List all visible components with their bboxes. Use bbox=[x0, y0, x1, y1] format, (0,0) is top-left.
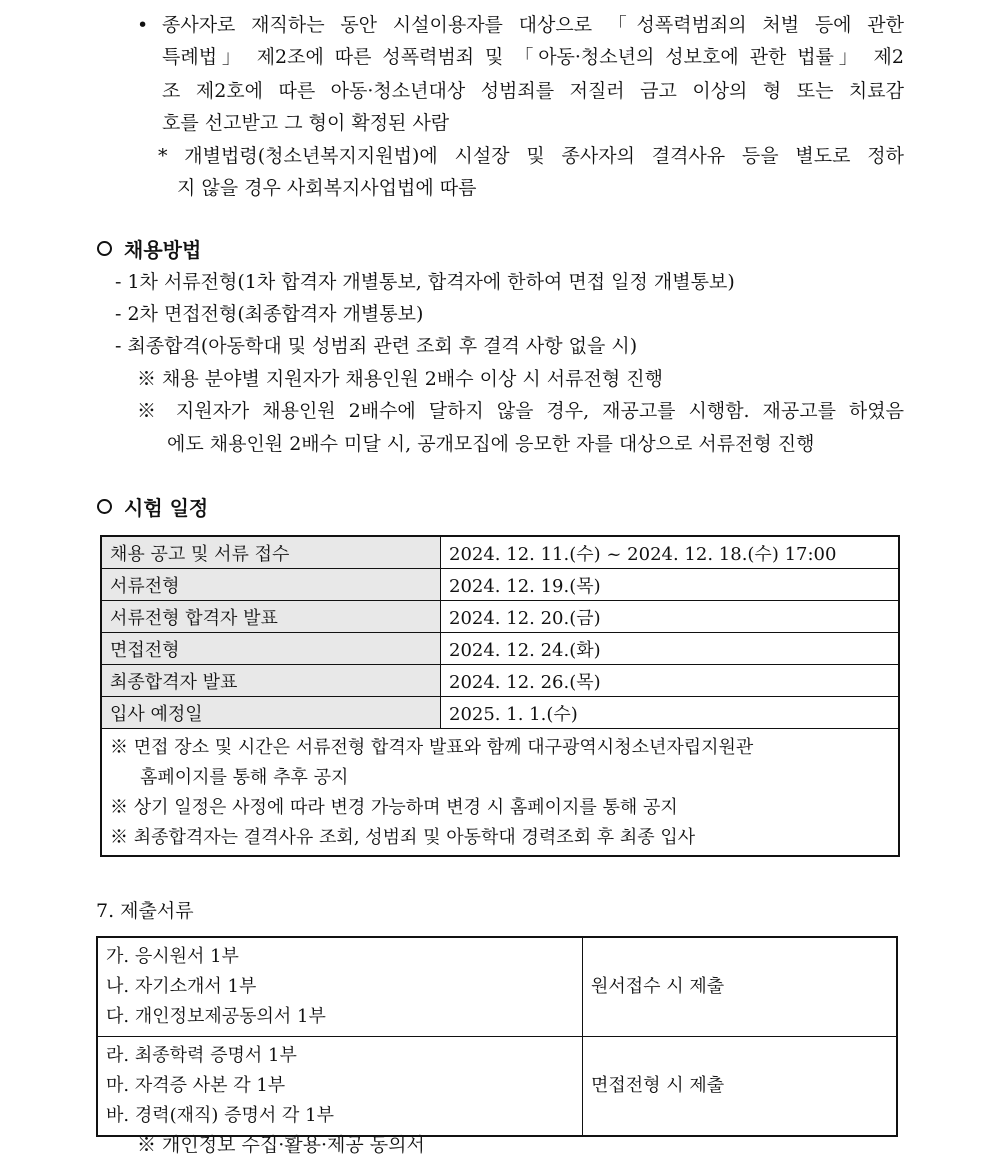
method-note-2: ※ 지원자가 채용인원 2배수에 달하지 않을 경우, 재공고를 시행함. 재공고를 하였음 bbox=[137, 400, 904, 422]
schedule-note-cont: 홈페이지를 통해 추후 공지 bbox=[140, 767, 349, 788]
table-row bbox=[101, 665, 899, 697]
eligibility-line-2: 특례법」 제2조에 따른 성폭력범죄 및 「아동·청소년의 성보호에 관한 법률」 제2 bbox=[162, 46, 904, 68]
schedule-label: 서류전형 bbox=[101, 569, 441, 601]
schedule-table bbox=[100, 535, 900, 857]
eligibility-line-1: 종사자로 재직하는 동안 시설이용자를 대상으로 「성폭력범죄의 처벌 등에 관한 bbox=[162, 14, 904, 36]
schedule-date: 2025. 1. 1.(수) bbox=[441, 697, 900, 729]
schedule-label: 서류전형 합격자 발표 bbox=[101, 601, 441, 633]
method-note-1: ※ 채용 분야별 지원자가 채용인원 2배수 이상 시 서류전형 진행 bbox=[137, 368, 663, 390]
documents-footer-note: ※ 개인정보 수집·활용·제공 동의서 bbox=[137, 1134, 425, 1156]
schedule-note: ※ 상기 일정은 사정에 따라 변경 가능하며 변경 시 홈페이지를 통해 공지 bbox=[110, 797, 678, 818]
schedule-heading bbox=[97, 496, 208, 520]
schedule-date: 2024. 12. 11.(수) ~ 2024. 12. 18.(수) 17:00 bbox=[441, 536, 900, 569]
schedule-date: 2024. 12. 24.(화) bbox=[441, 633, 900, 665]
method-heading bbox=[97, 238, 201, 262]
schedule-note: ※ 면접 장소 및 시간은 서류전형 합격자 발표와 함께 대구광역시청소년자립지원관 bbox=[110, 737, 754, 758]
schedule-label: 면접전형 bbox=[101, 633, 441, 665]
documents-when: 원서접수 시 제출 bbox=[583, 937, 898, 1037]
method-item-2: - 2차 면접전형(최종합격자 개별통보) bbox=[115, 303, 424, 325]
schedule-notes bbox=[101, 729, 899, 857]
schedule-date: 2024. 12. 19.(목) bbox=[441, 569, 900, 601]
schedule-label: 입사 예정일 bbox=[101, 697, 441, 729]
table-row bbox=[97, 937, 897, 1037]
eligibility-line-4: 호를 선고받고 그 형이 확정된 사람 bbox=[162, 112, 450, 134]
table-row bbox=[101, 633, 899, 665]
circle-bullet-icon bbox=[97, 499, 112, 514]
table-row bbox=[101, 697, 899, 729]
table-row bbox=[101, 536, 899, 569]
schedule-label: 최종합격자 발표 bbox=[101, 665, 441, 697]
method-item-3: - 최종합격(아동학대 및 성범죄 관련 조회 후 결격 사항 없을 시) bbox=[115, 335, 638, 357]
eligibility-note-line-1: * 개별법령(청소년복지지원법)에 시설장 및 종사자의 결격사유 등을 별도로 정하 bbox=[158, 145, 904, 167]
document-item: 다. 개인정보제공동의서 1부 bbox=[106, 1006, 326, 1027]
schedule-date: 2024. 12. 26.(목) bbox=[441, 665, 900, 697]
document-item: 마. 자격증 사본 각 1부 bbox=[106, 1075, 286, 1096]
method-item-1: - 1차 서류전형(1차 합격자 개별통보, 합격자에 한하여 면접 일정 개별통보) bbox=[115, 271, 735, 293]
circle-bullet-icon bbox=[97, 241, 112, 256]
document-item: 나. 자기소개서 1부 bbox=[106, 976, 257, 997]
eligibility-line-3: 조 제2호에 따른 아동·청소년대상 성범죄를 저질러 금고 이상의 형 또는 치료감 bbox=[162, 80, 904, 102]
document-item: 가. 응시원서 1부 bbox=[106, 946, 239, 967]
documents-when: 면접전형 시 제출 bbox=[583, 1037, 898, 1137]
table-row bbox=[101, 601, 899, 633]
method-note-2-cont: 에도 채용인원 2배수 미달 시, 공개모집에 응모한 자를 대상으로 서류전형 진행 bbox=[167, 433, 815, 455]
document-item: 바. 경력(재직) 증명서 각 1부 bbox=[106, 1105, 334, 1126]
schedule-heading-text: 시험 일정 bbox=[124, 496, 209, 520]
document-item: 라. 최종학력 증명서 1부 bbox=[106, 1045, 297, 1066]
documents-list bbox=[97, 937, 583, 1037]
schedule-label: 채용 공고 및 서류 접수 bbox=[101, 536, 441, 569]
method-heading-text: 채용방법 bbox=[124, 238, 202, 262]
eligibility-note-line-2: 지 않을 경우 사회복지사업법에 따름 bbox=[177, 177, 477, 199]
bullet-marker: • bbox=[137, 14, 149, 36]
schedule-date: 2024. 12. 20.(금) bbox=[441, 601, 900, 633]
table-row bbox=[101, 569, 899, 601]
documents-list bbox=[97, 1037, 583, 1137]
table-row bbox=[97, 1037, 897, 1137]
documents-table bbox=[96, 936, 898, 1137]
schedule-note: ※ 최종합격자는 결격사유 조회, 성범죄 및 아동학대 경력조회 후 최종 입사 bbox=[110, 827, 696, 848]
table-row bbox=[101, 729, 899, 857]
documents-heading: 7. 제출서류 bbox=[96, 900, 194, 922]
